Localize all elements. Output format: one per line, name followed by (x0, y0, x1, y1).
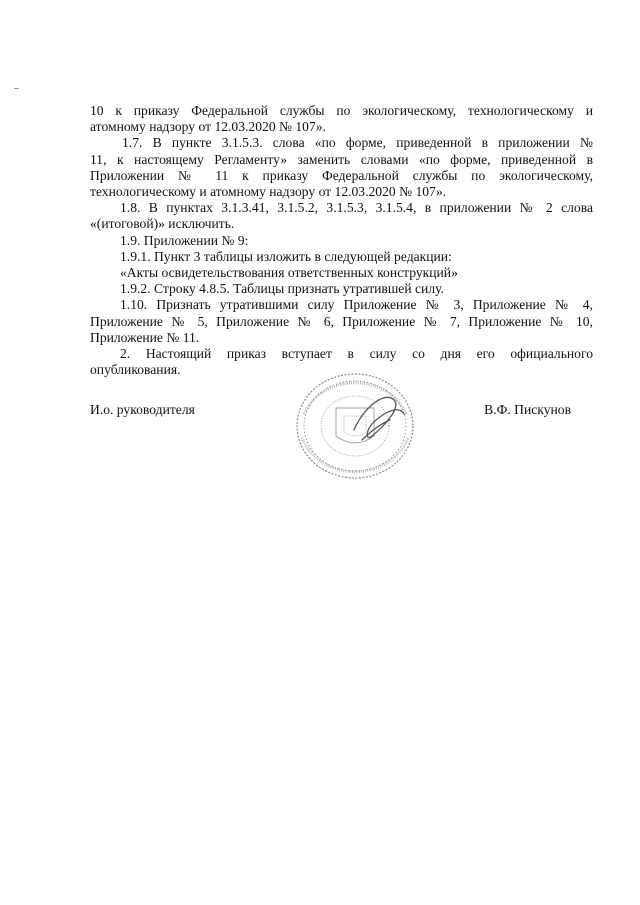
text-line: «Акты освидетельствования ответственных конструкций» (120, 265, 458, 281)
text-line: Приложение № 11. (90, 329, 200, 345)
text-line: опубликования. (90, 362, 181, 378)
text-line: технологическому и атомному надзору от 12.03.2020 № 107». (90, 184, 447, 200)
handwritten-signature (354, 397, 404, 440)
official-seal-stamp (292, 370, 422, 482)
text-line: 1.8. В пунктах 3.1.3.41, 3.1.5.2, 3.1.5.3, 3.1.5.4, в приложении № 2 слова (120, 200, 593, 216)
text-line: 1.9.2. Строку 4.8.5. Таблицы признать утратившей силу. (120, 281, 444, 297)
text-line: 1.7. В пункте 3.1.5.3. слова «по форме, приведенной в приложении № (122, 135, 593, 151)
text-line: 1.9. Приложении № 9: (120, 232, 249, 248)
text-line: «(итоговой)» исключить. (90, 216, 235, 232)
text-line: 2. Настоящий приказ вступает в силу со дня его официального (120, 346, 593, 362)
text-line: Приложении № 11 к приказу Федеральной службы по экологическому, (90, 167, 593, 183)
seal-rings (297, 374, 413, 478)
text-line: атомному надзору от 12.03.2020 № 107». (90, 119, 326, 135)
scan-artifact (14, 88, 19, 89)
text-line: 1.9.1. Пункт 3 таблицы изложить в следующей редакции: (120, 248, 452, 264)
text-line: Приложение № 5, Приложение № 6, Приложение № 7, Приложение № 10, (90, 313, 593, 329)
signatory-name: В.Ф. Пискунов (484, 402, 571, 417)
signatory-role: И.о. руководителя (90, 402, 195, 417)
document-body (90, 103, 593, 378)
text-line: 1.10. Признать утратившими силу Приложение № 3, Приложение № 4, (120, 297, 593, 313)
text-line: 11, к настоящему Регламенту» заменить словами «по форме, приведенной в (90, 151, 593, 167)
text-line: 10 к приказу Федеральной службы по экологическому, технологическому и (90, 103, 593, 118)
